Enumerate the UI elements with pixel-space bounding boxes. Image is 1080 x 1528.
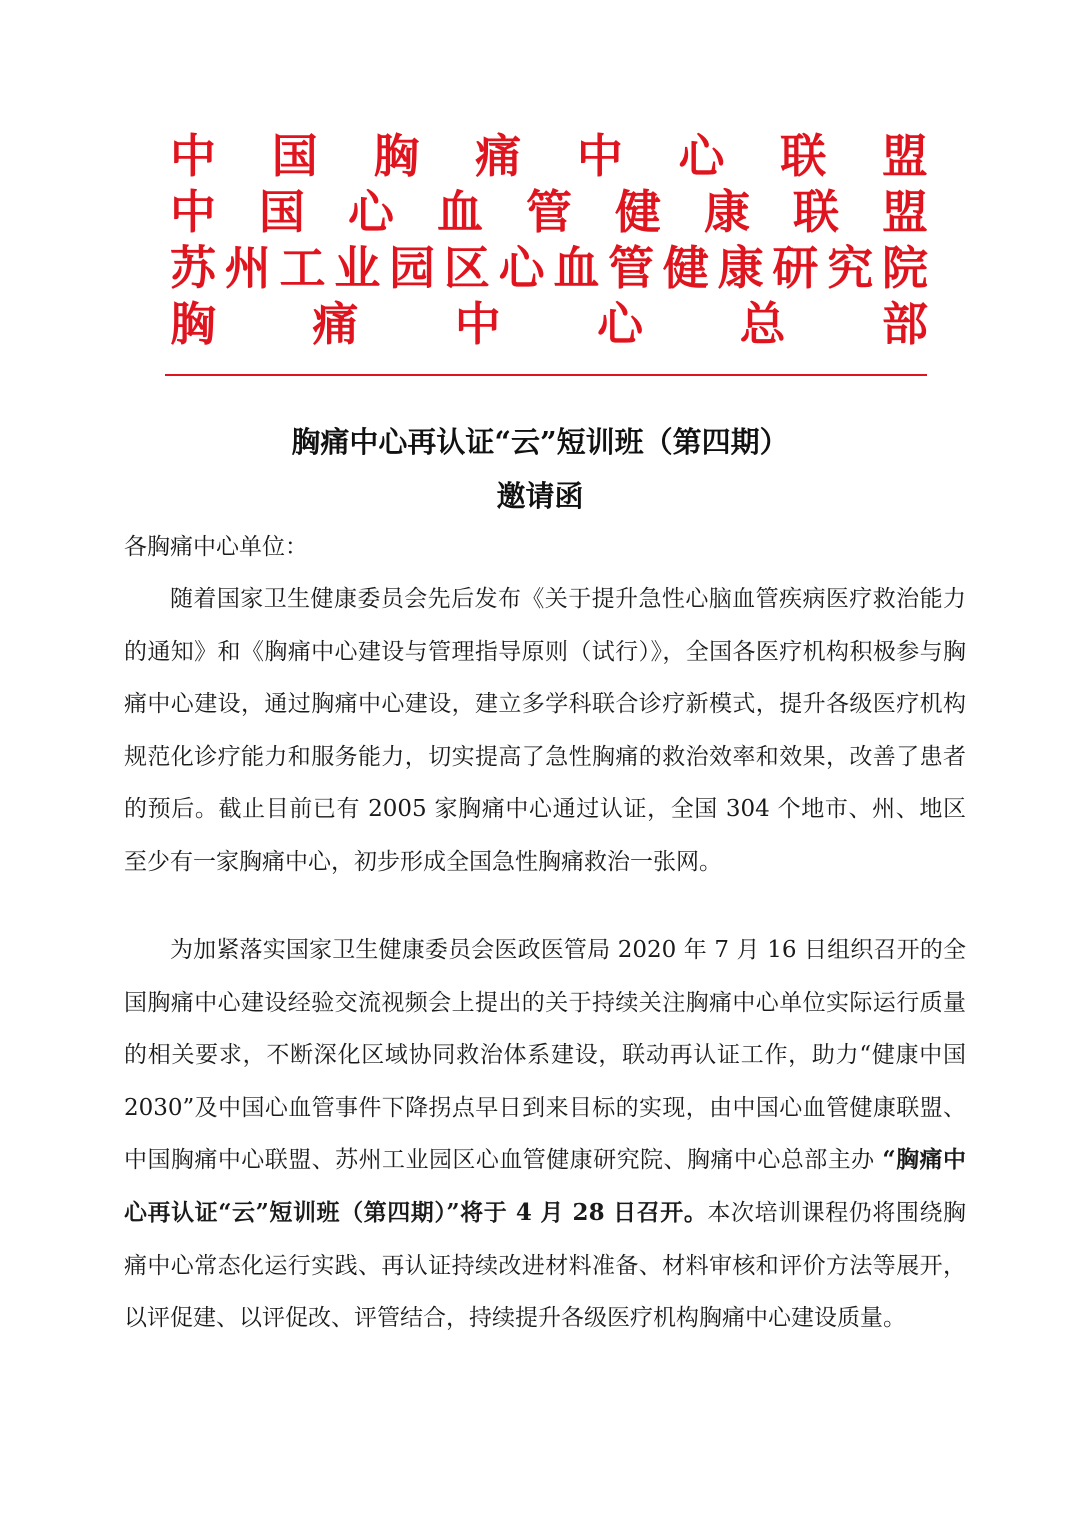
paragraph-2-text-a: 为加紧落实国家卫生健康委员会医政医管局 2020 年 7 月 16 日组织召开的全国胸痛中心建设经验交流视频会上提出的关于持续关注胸痛中心单位实际运行质量的相关要求，不断深化区域协同救治体系建设，联动再认证工作，助力“健康中国 2030”及中国心血管事件下降拐点早日到来目标的实现，由中国心血管健康联盟、中国胸痛中心联盟、苏州工业园区心血管健康研究院、胸痛中心总部主办 [124, 937, 966, 1174]
document-title: 胸痛中心再认证“云”短训班（第四期） [291, 425, 789, 459]
letterhead [170, 128, 928, 352]
letterhead-line-4: 胸 痛 中 心 总 部 [170, 297, 928, 351]
salutation: 各胸痛中心单位： [124, 534, 308, 560]
paragraph-1: 随着国家卫生健康委员会先后发布《关于提升急性心脑血管疾病医疗救治能力的通知》和《胸痛中心建设与管理指导原则（试行）》，全国各医疗机构积极参与胸痛中心建设，通过胸痛中心建设，建立多学科联合诊疗新模式，提升各级医疗机构规范化诊疗能力和服务能力，切实提高了急性胸痛的救治效率和效果，改善了患者的预后。截止目前已有 2005 家胸痛中心通过认证，全国 304 个地市、州、地区至少有一家胸痛中心，初步形成全国急性胸痛救治一张网。 [124, 586, 966, 875]
letterhead-line-1: 中 国 胸 痛 中 心 联 盟 [170, 129, 928, 183]
letterhead-divider [165, 374, 927, 376]
letterhead-line-2: 中 国 心 血 管 健 康 联 盟 [170, 185, 928, 239]
paragraph-2-text-b: 本次培训课程仍将围绕胸痛中心常态化运行实践、再认证持续改进材料准备、材料审核和评价方法等展开，以评促建、以评促改、评管结合，持续提升各级医疗机构胸痛中心建设质量。 [124, 1199, 967, 1332]
document-subtitle: 邀请函 [496, 479, 584, 513]
paragraph-2 [124, 924, 966, 1345]
letterhead-line-3: 苏 州 工 业 园 区 心 血 管 健 康 研 究 院 [170, 241, 928, 295]
paragraph-2-highlight: “胸痛中心再认证“云”短训班（第四期）”将于 4 月 28 日召开。 [124, 1146, 967, 1226]
